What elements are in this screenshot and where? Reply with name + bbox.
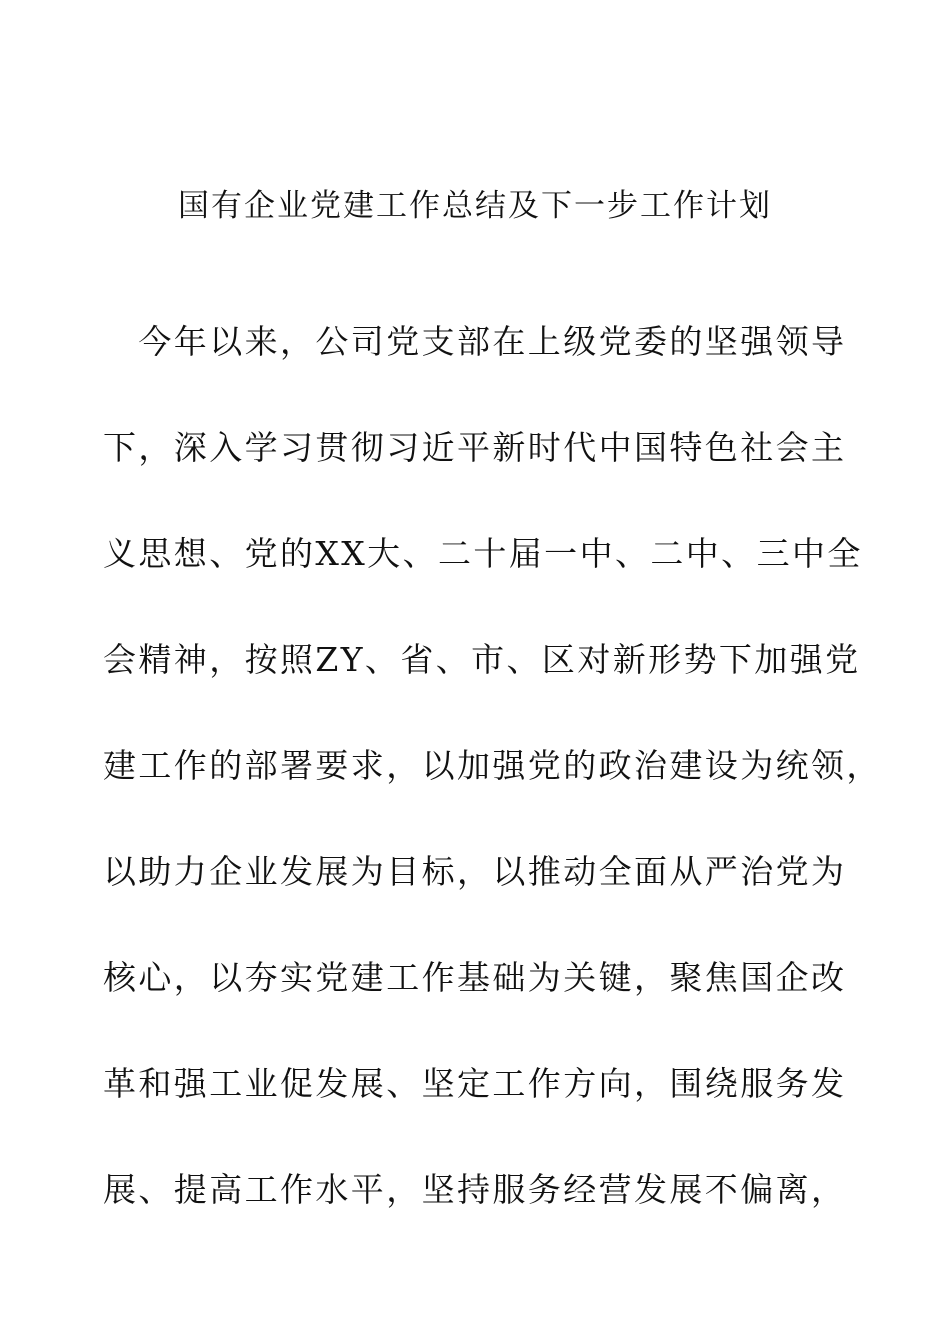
body-line-2: 下，深入学习贯彻习近平新时代中国特色社会主 (103, 428, 847, 467)
body-line-1: 今年以来，公司党支部在上级党委的坚强领导 (103, 322, 847, 361)
body-line-9: 展、提高工作水平，坚持服务经营发展不偏离， (103, 1170, 847, 1209)
body-line-8: 革和强工业促发展、坚定工作方向，围绕服务发 (103, 1064, 847, 1103)
document-body (103, 316, 883, 1270)
document-title: 国有企业党建工作总结及下一步工作计划 (178, 188, 772, 224)
body-line-3: 义思想、党的XX大、二十届一中、二中、三中全 (103, 534, 863, 573)
body-line-7: 核心，以夯实党建工作基础为关键，聚焦国企改 (103, 958, 847, 997)
body-line-6: 以助力企业发展为目标，以推动全面从严治党为 (103, 852, 847, 891)
body-line-5: 建工作的部署要求，以加强党的政治建设为统领， (103, 746, 882, 785)
body-line-4: 会精神，按照ZY、省、市、区对新形势下加强党 (103, 640, 861, 679)
